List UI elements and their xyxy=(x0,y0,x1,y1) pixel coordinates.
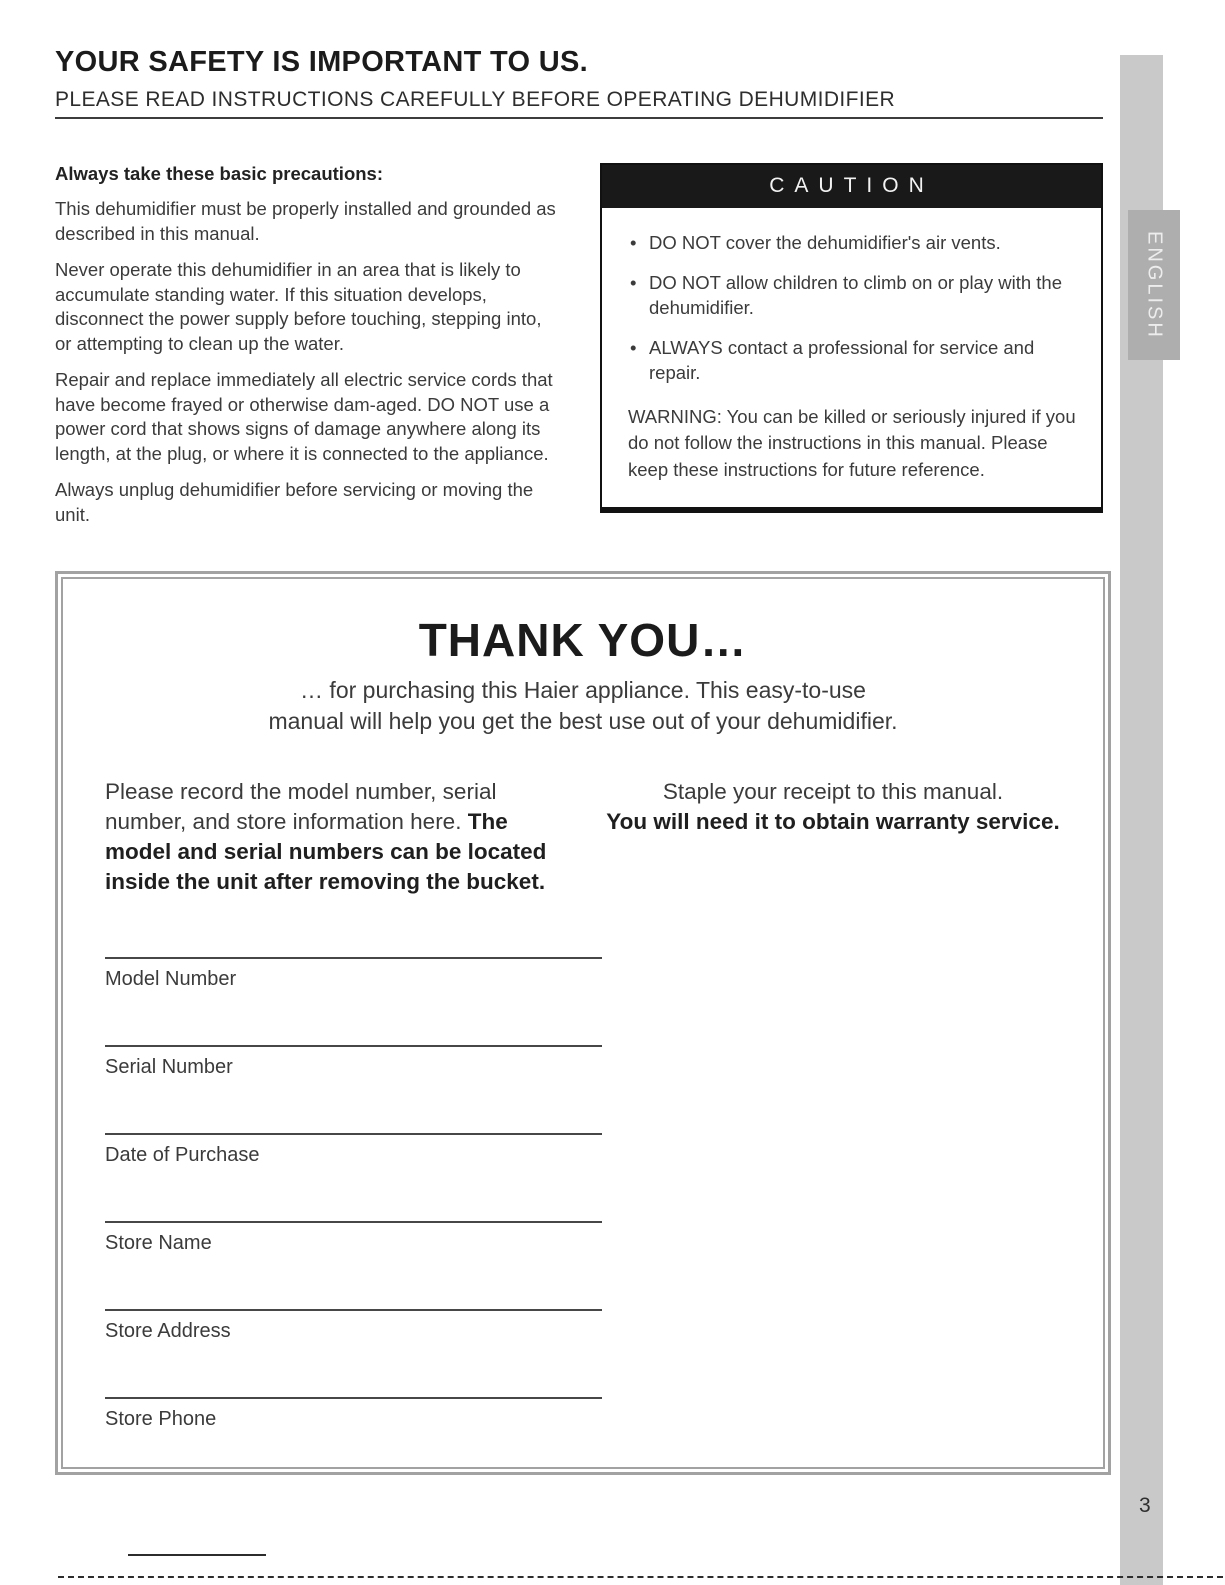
caution-warning-text: WARNING: You can be killed or seriously injured if you do not follow the instructions in this manual. Please keep these instructions for future reference. xyxy=(628,405,1076,480)
page-number: 3 xyxy=(1139,1494,1151,1517)
thank-you-title: THANK YOU… xyxy=(418,614,748,666)
field-label: Model Number xyxy=(105,968,237,990)
field-write-line xyxy=(105,1309,602,1311)
thank-you-intro-line1: … for purchasing this Haier appliance. This easy-to-use xyxy=(300,677,866,703)
precaution-paragraph-4: Always unplug dehumidifier before servicing or moving the unit. xyxy=(55,479,534,525)
thank-you-box-inner xyxy=(61,577,1105,1469)
page-title: YOUR SAFETY IS IMPORTANT TO US. xyxy=(55,46,588,78)
field-write-line xyxy=(105,1221,602,1223)
field-label: Store Name xyxy=(105,1232,212,1254)
language-tab xyxy=(1128,210,1180,360)
form-field-store-phone xyxy=(105,1397,604,1431)
precaution-paragraph-1: This dehumidifier must be properly installed and grounded as described in this manual. xyxy=(55,198,556,244)
caution-bullet-2: • DO NOT allow children to climb on or play with the dehumidifier. xyxy=(628,270,1079,321)
precautions-heading: Always take these basic precautions: xyxy=(55,163,383,184)
staple-receipt-line2: You will need it to obtain warranty service. xyxy=(606,809,1060,834)
precaution-paragraph-3: Repair and replace immediately all electric service cords that have become frayed or otherwise dam-aged. DO NOT use a power cord that shows signs of damage anywhere along its length, at the plug, or where it is connected to the appliance. xyxy=(55,369,553,464)
record-info-text xyxy=(83,777,583,897)
form-field-model-number xyxy=(105,957,604,991)
record-info-normal: Please record the model number, serial number, and store information here. xyxy=(105,779,497,834)
field-label: Store Address xyxy=(105,1320,231,1342)
page-header xyxy=(55,46,1103,119)
staple-receipt-text xyxy=(583,777,1083,897)
form-field-store-address xyxy=(105,1309,604,1343)
field-write-line xyxy=(105,957,602,959)
thank-you-box xyxy=(55,571,1111,1475)
thank-you-intro xyxy=(83,675,1083,737)
caution-box xyxy=(600,163,1103,513)
form-field-store-name xyxy=(105,1221,604,1255)
field-label: Store Phone xyxy=(105,1408,217,1430)
caution-header xyxy=(602,165,1101,208)
scan-mark-short-line xyxy=(128,1554,266,1556)
field-write-line xyxy=(105,1133,602,1135)
record-form-fields xyxy=(83,957,604,1431)
thank-you-columns xyxy=(83,777,1083,897)
page-bottom-dashed-line xyxy=(58,1576,1223,1578)
field-label: Serial Number xyxy=(105,1056,233,1078)
caution-bullet-1: • DO NOT cover the dehumidifier's air vents. xyxy=(628,230,1079,256)
field-write-line xyxy=(105,1045,602,1047)
precautions-section xyxy=(55,163,560,539)
field-label: Date of Purchase xyxy=(105,1144,260,1166)
caution-body xyxy=(602,208,1101,507)
record-info-bold: The model and serial numbers can be located inside the unit after removing the bucket. xyxy=(105,809,547,894)
caution-title: CAUTION xyxy=(769,174,934,197)
language-label: ENGLISH xyxy=(1143,230,1166,340)
staple-receipt-line1: Staple your receipt to this manual. xyxy=(662,779,1004,804)
caution-bullet-list xyxy=(628,230,1079,386)
form-field-date-of-purchase xyxy=(105,1133,604,1167)
page-subtitle: PLEASE READ INSTRUCTIONS CAREFULLY BEFORE OPERATING DEHUMIDIFIER xyxy=(55,88,1103,119)
precaution-paragraph-2: Never operate this dehumidifier in an area that is likely to accumulate standing water. If this situation develops, disconnect the power supply before touching, stepping into, or attempting to clean up the water. xyxy=(55,259,542,354)
form-field-serial-number xyxy=(105,1045,604,1079)
safety-columns xyxy=(55,163,1103,539)
field-write-line xyxy=(105,1397,602,1399)
thank-you-intro-line2: manual will help you get the best use out of your dehumidifier. xyxy=(268,708,898,734)
caution-bullet-3: • ALWAYS contact a professional for service and repair. xyxy=(628,335,1079,386)
